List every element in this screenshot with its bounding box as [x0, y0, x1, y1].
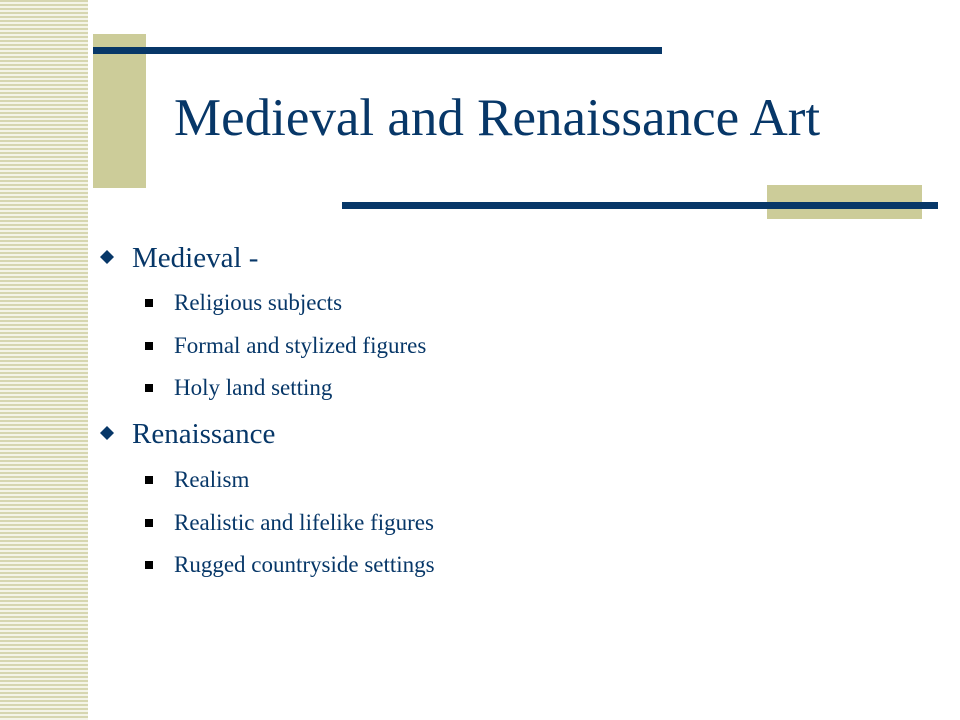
- square-bullet-icon: [145, 299, 153, 307]
- square-bullet-icon: [145, 519, 153, 527]
- list-item: Rugged countryside settings: [174, 552, 435, 577]
- square-bullet-icon: [145, 384, 153, 392]
- list-item: Realistic and lifelike figures: [174, 510, 434, 535]
- list-item: Religious subjects: [174, 290, 343, 315]
- list-item: Holy land setting: [174, 375, 333, 400]
- square-bullet-icon: [145, 561, 153, 569]
- slide-title: Medieval and Renaissance Art: [174, 89, 821, 147]
- square-bullet-icon: [145, 342, 153, 350]
- diamond-bullet-icon: [100, 250, 114, 264]
- diamond-bullet-icon: [100, 426, 114, 440]
- list-item: Realism: [174, 467, 250, 492]
- square-bullet-icon: [145, 476, 153, 484]
- section-heading-renaissance: Renaissance: [132, 418, 276, 450]
- list-item: Formal and stylized figures: [174, 333, 427, 358]
- section-heading-medieval: Medieval -: [132, 242, 259, 274]
